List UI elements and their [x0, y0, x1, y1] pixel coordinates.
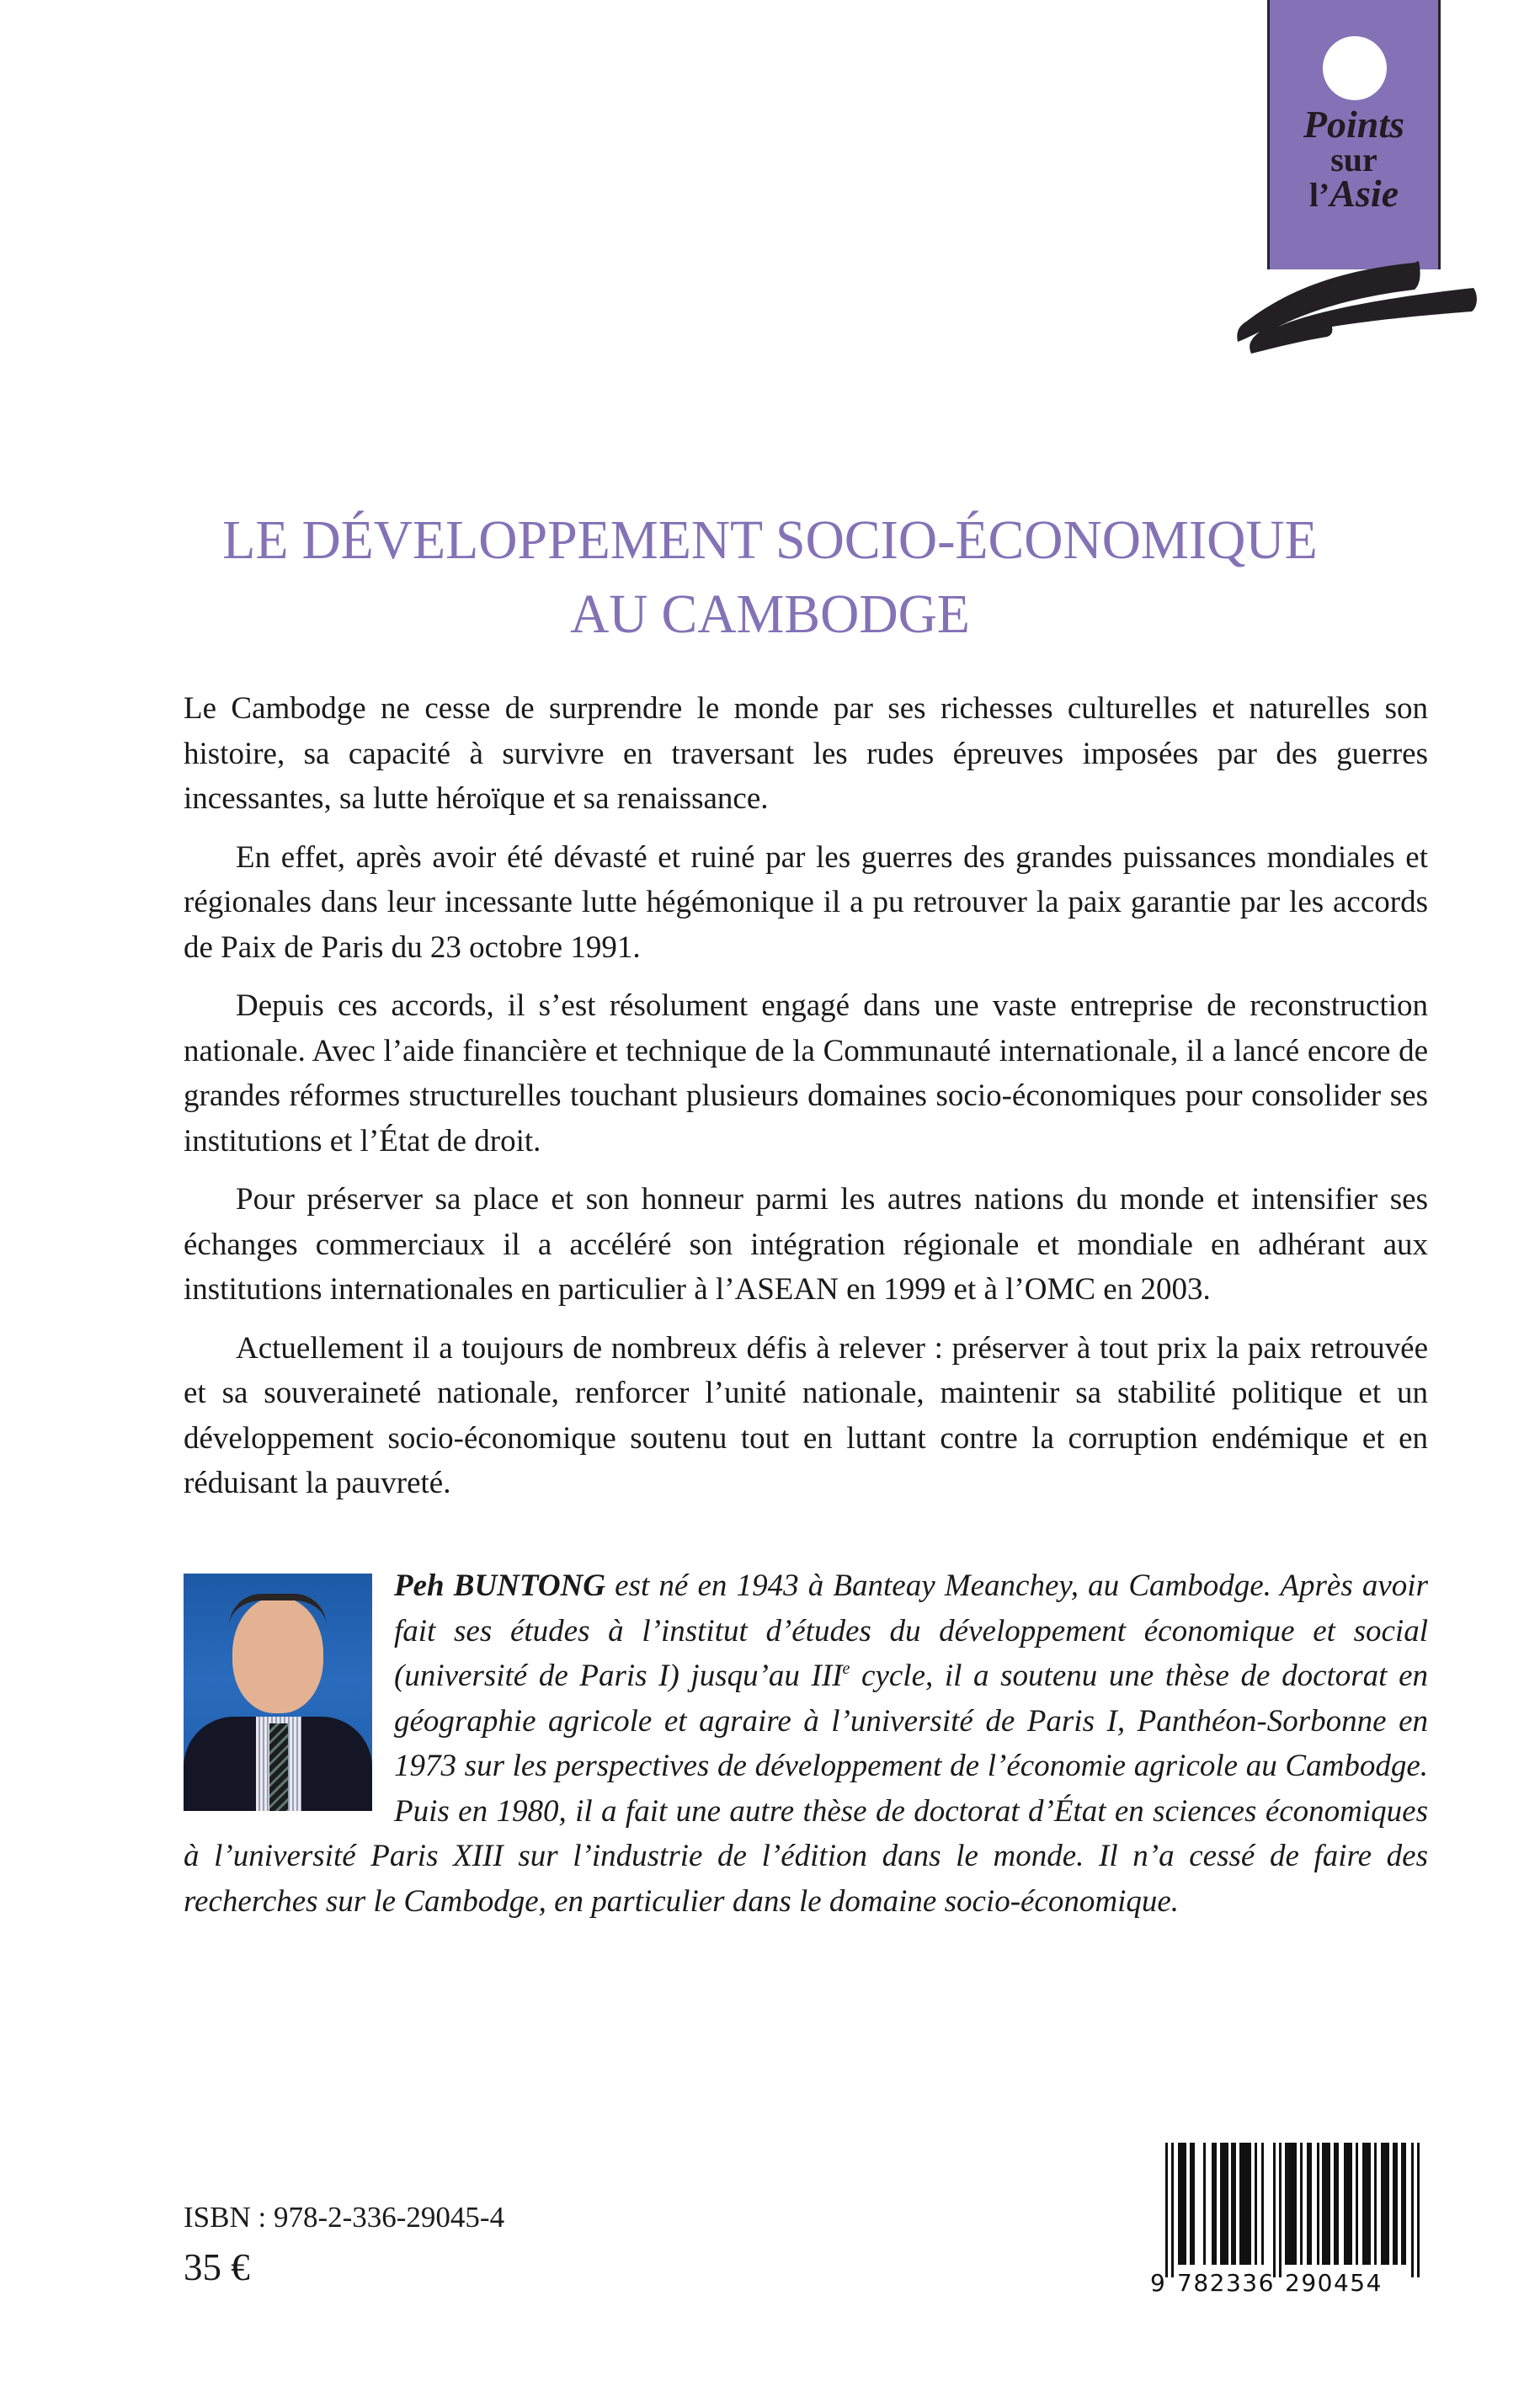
author-name: Peh BUNTONG — [394, 1568, 605, 1603]
author-bio — [184, 1563, 1428, 1924]
barcode-digit-first: 9 — [1150, 2269, 1165, 2297]
barcode-icon — [1147, 2134, 1433, 2298]
barcode-digits-right: 290454 — [1285, 2269, 1383, 2297]
title-line-1: LE DÉVELOPPEMENT SOCIO-ÉCONOMIQUE — [222, 509, 1318, 571]
collection-label — [1270, 103, 1438, 215]
ribbon-hole-circle — [1323, 36, 1387, 100]
collection-line-1: Points — [1303, 103, 1405, 146]
brush-stroke-icon — [1212, 227, 1490, 354]
title-line-2: AU CAMBODGE — [570, 583, 970, 645]
synopsis-paragraph: Pour préserver sa place et son honneur parmi les autres nations du monde et intensifier ses échanges commerciaux il a accéléré son intégration régionale et mondiale en adhérant aux institutions internationales en particulier à l’ASEAN en 1999 et à l’OMC en 2003. — [184, 1182, 1428, 1307]
collection-line-3: l’Asie — [1308, 172, 1399, 215]
synopsis — [184, 686, 1428, 1520]
author-photo — [184, 1574, 372, 1811]
synopsis-paragraph: Depuis ces accords, il s’est résolument engagé dans une vaste entreprise de reconstruction nationale. Avec l’aide financière et technique de la Communauté internationale, il a lancé encore de grandes réformes structurelles touchant plusieurs domaines socio-économiques pour consolider ses institutions et l’État de droit. — [184, 988, 1428, 1158]
barcode-digits-left: 782336 — [1177, 2269, 1275, 2297]
synopsis-paragraph: En effet, après avoir été dévasté et ruiné par les guerres des grandes puissances mondiales et régionales dans leur incessante lutte hégémonique il a pu retrouver la paix garantie par les accords de Paix de Paris du 23 octobre 1991. — [184, 839, 1428, 965]
author-bio-text: est né en 1943 à Banteay Meanchey, au Cambodge. Après avoir fait ses études à l’institut d’études du développement économique et social (université de Paris I) jusqu’au III — [394, 1568, 1428, 1693]
synopsis-paragraph: Le Cambodge ne cesse de surprendre le monde par ses richesses culturelles et naturelles son histoire, sa capacité à survivre en traversant les rudes épreuves imposées par des guerres incessantes, sa lutte héroïque et sa renaissance. — [184, 691, 1428, 816]
collection-line-2: sur — [1330, 141, 1377, 178]
isbn: ISBN : 978-2-336-29045-4 — [184, 2201, 505, 2234]
ordinal-superscript: e — [842, 1659, 850, 1678]
photo-hair — [229, 1594, 327, 1632]
synopsis-paragraph: Actuellement il a toujours de nombreux défis à relever : préserver à tout prix la paix retrouvée et sa souveraineté nationale, renforcer l’unité nationale, maintenir sa stabilité politique et un développement socio-économique soutenu tout en luttant contre la corruption endémique et en réduisant la pauvreté. — [184, 1330, 1428, 1500]
photo-tie — [269, 1723, 288, 1811]
author-bio-text-cont: cycle, il a soutenu une thèse de doctorat en géographie agricole et agraire à l’université de Paris I, Panthéon-Sorbonne en 1973 sur les perspectives de développement de l’économie agricole au Cambodge. Puis en 1980, il a fait une autre thèse de doctorat d’État en sciences économiques à l’université Paris XIII sur l’industrie de l’édition dans le monde. Il n’a cessé de faire des recherches sur le Cambodge, en particulier dans le domaine socio-économique. — [184, 1659, 1428, 1919]
price: 35 € — [184, 2246, 250, 2288]
book-title — [146, 503, 1394, 652]
